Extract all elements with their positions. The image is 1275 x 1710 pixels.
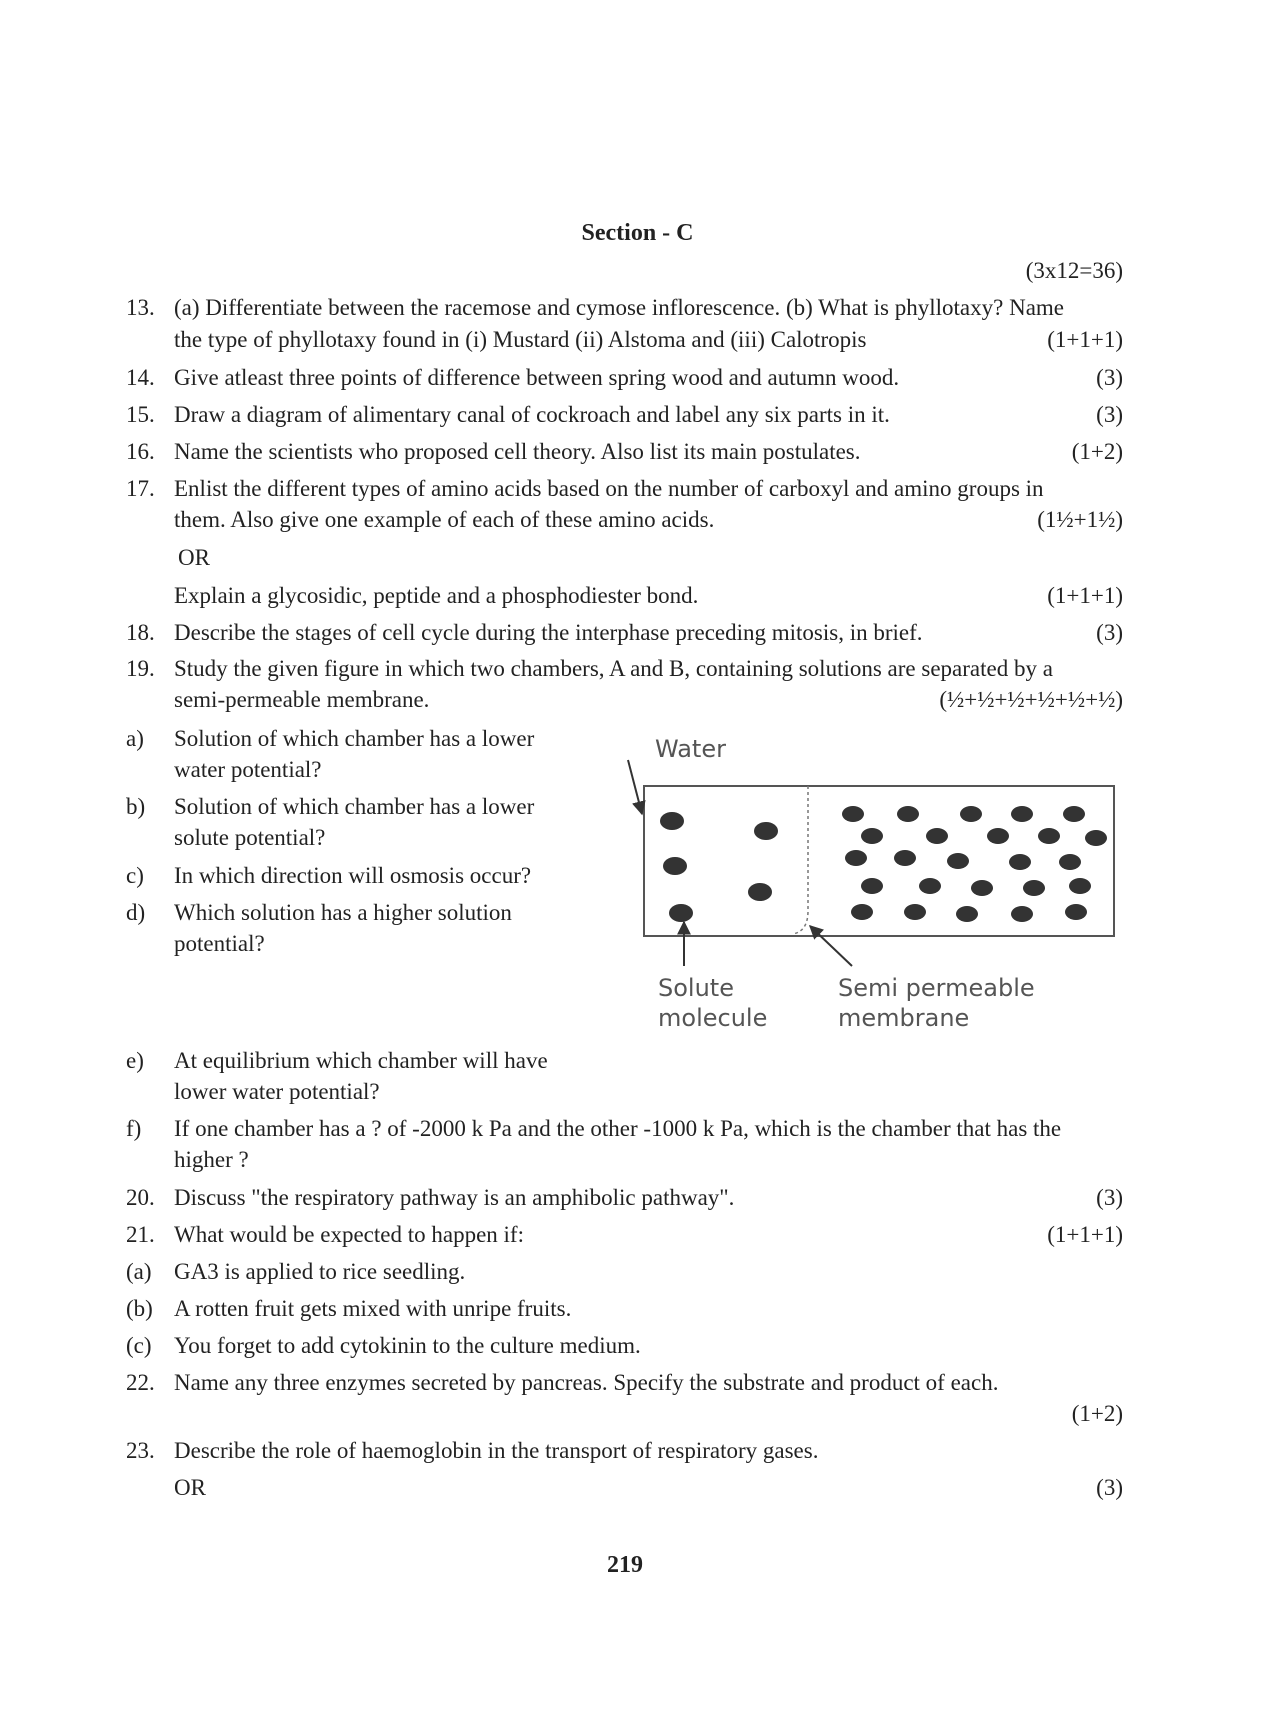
figure-label-water: Water (655, 735, 726, 763)
question-17-number: 17. (126, 476, 155, 501)
question-22-text: Name any three enzymes secreted by pancreas. Specify the substrate and product of each. (174, 1370, 999, 1395)
question-17-line1: Enlist the different types of amino acids based on the number of carboxyl and amino groups in (174, 476, 1044, 501)
figure-label-solute: Solute (658, 974, 734, 1002)
question-17-alternative: Explain a glycosidic, peptide and a phosphodiester bond. (174, 583, 699, 608)
q19-part-b-line2: solute potential? (174, 825, 326, 850)
question-17-or: OR (178, 545, 210, 570)
question-14-number: 14. (126, 365, 155, 390)
question-17-line2: them. Also give one example of each of these amino acids. (174, 507, 715, 532)
figure-label-semi-permeable: Semi permeable (838, 974, 1035, 1002)
question-19-line1: Study the given figure in which two chambers, A and B, containing solutions are separated by a (174, 656, 1053, 681)
section-marks: (3x12=36) (1025, 258, 1123, 283)
q19-part-c-line1: In which direction will osmosis occur? (174, 863, 532, 888)
question-16-marks: (1+2) (1071, 439, 1123, 464)
question-23-marks: (3) (1096, 1475, 1123, 1500)
question-13-marks: (1+1+1) (1047, 327, 1123, 352)
q21-part-b-text: A rotten fruit gets mixed with unripe fruits. (174, 1296, 572, 1321)
question-13-number: 13. (126, 295, 155, 320)
question-20-text: Discuss "the respiratory pathway is an amphibolic pathway". (174, 1185, 735, 1210)
q21-part-a-label: (a) (126, 1259, 152, 1284)
q21-part-a-text: GA3 is applied to rice seedling. (174, 1259, 466, 1284)
q19-part-b-label: b) (126, 794, 146, 819)
q19-part-f-line1: If one chamber has a ? of -2000 k Pa and the other -1000 k Pa, which is the chamber that has the (174, 1116, 1062, 1141)
question-20-marks: (3) (1096, 1185, 1123, 1210)
question-23-or: OR (174, 1475, 206, 1500)
question-17-alternative-marks: (1+1+1) (1047, 583, 1123, 608)
question-13-line1: (a) Differentiate between the racemose and cymose inflorescence. (b) What is phyllotaxy? Name (174, 295, 1065, 320)
q19-part-f-label: f) (126, 1116, 142, 1141)
question-18-number: 18. (126, 620, 155, 645)
question-21-marks: (1+1+1) (1047, 1222, 1123, 1247)
chamber-container (644, 786, 1114, 936)
q19-part-e-label: e) (126, 1048, 144, 1073)
question-23-text: Describe the role of haemoglobin in the transport of respiratory gases. (174, 1438, 819, 1463)
section-title: Section - C (581, 220, 694, 246)
q19-part-c-label: c) (126, 863, 144, 888)
question-19-marks: (½+½+½+½+½+½) (939, 687, 1123, 712)
question-15-marks: (3) (1096, 402, 1123, 427)
q19-part-f-line2: higher ? (174, 1147, 249, 1172)
question-14-marks: (3) (1096, 365, 1123, 390)
question-20-number: 20. (126, 1185, 155, 1210)
question-15-text: Draw a diagram of alimentary canal of cockroach and label any six parts in it. (174, 402, 890, 427)
question-16-number: 16. (126, 439, 155, 464)
q19-part-d-label: d) (126, 900, 146, 925)
q19-part-a-line1: Solution of which chamber has a lower (174, 726, 535, 751)
water-arrow (628, 760, 642, 814)
q21-part-c-label: (c) (126, 1333, 152, 1358)
q21-part-b-label: (b) (126, 1296, 153, 1321)
question-22-number: 22. (126, 1370, 155, 1395)
question-21-text: What would be expected to happen if: (174, 1222, 524, 1247)
question-18-marks: (3) (1096, 620, 1123, 645)
question-17-marks: (1½+1½) (1037, 507, 1123, 532)
q19-part-e-line1: At equilibrium which chamber will have (174, 1048, 548, 1073)
question-19-line2: semi-permeable membrane. (174, 687, 430, 712)
figure-label-molecule: molecule (658, 1004, 768, 1032)
q19-part-b-line1: Solution of which chamber has a lower (174, 794, 535, 819)
question-21-number: 21. (126, 1222, 155, 1247)
question-18-text: Describe the stages of cell cycle during the interphase preceding mitosis, in brief. (174, 620, 923, 645)
q19-part-d-line2: potential? (174, 931, 265, 956)
question-15-number: 15. (126, 402, 155, 427)
page-number: 219 (607, 1552, 643, 1578)
question-19-number: 19. (126, 656, 155, 681)
q19-part-d-line1: Which solution has a higher solution (174, 900, 512, 925)
question-14-text: Give atleast three points of difference between spring wood and autumn wood. (174, 365, 900, 390)
question-22-marks: (1+2) (1071, 1401, 1123, 1426)
question-13-line2: the type of phyllotaxy found in (i) Mustard (ii) Alstoma and (iii) Calotropis (174, 327, 867, 352)
q19-part-e-line2: lower water potential? (174, 1079, 380, 1104)
question-23-number: 23. (126, 1438, 155, 1463)
figure-label-membrane: membrane (838, 1004, 970, 1032)
q19-part-a-label: a) (126, 726, 144, 751)
q21-part-c-text: You forget to add cytokinin to the culture medium. (174, 1333, 641, 1358)
q19-part-a-line2: water potential? (174, 757, 322, 782)
question-16-text: Name the scientists who proposed cell theory. Also list its main postulates. (174, 439, 861, 464)
